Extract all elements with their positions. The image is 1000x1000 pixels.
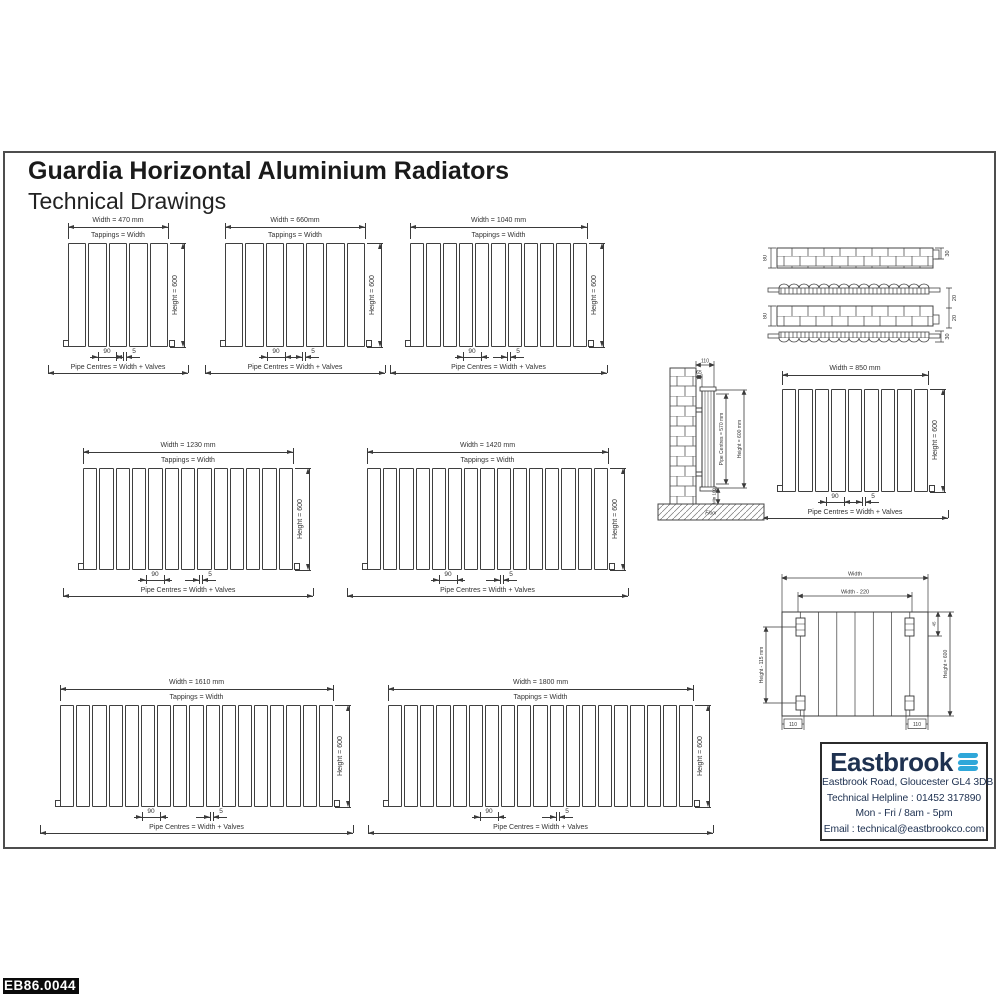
dim-tick bbox=[353, 825, 354, 833]
floor-label: Floor bbox=[705, 510, 717, 517]
arrow-down-icon bbox=[181, 341, 185, 347]
arrow-right-icon bbox=[922, 373, 928, 377]
arrow-right-icon bbox=[602, 450, 608, 454]
tapping-offset-label: 90 bbox=[485, 808, 493, 815]
radiator-panel bbox=[464, 468, 478, 570]
gap-dimension-label: 5 bbox=[311, 348, 315, 355]
arrow-right-icon bbox=[550, 815, 556, 819]
bracket-position-view bbox=[752, 568, 994, 738]
arrow-right-icon bbox=[287, 450, 293, 454]
radiator-panel bbox=[517, 705, 531, 807]
height-dimension-label: Height = 600 bbox=[172, 275, 179, 315]
valve-stub-left bbox=[63, 340, 69, 347]
section-body-top bbox=[777, 248, 933, 268]
section-body-bottom bbox=[777, 306, 933, 326]
dim-tick bbox=[928, 371, 929, 385]
radiator-panel bbox=[459, 243, 473, 347]
radiator-panel bbox=[197, 468, 211, 570]
arrow-left-icon bbox=[164, 578, 170, 582]
arrow-left-icon bbox=[83, 450, 89, 454]
radiator-panel bbox=[306, 243, 324, 347]
radiator-body bbox=[388, 705, 693, 807]
depth-dim-top: 80 bbox=[763, 254, 769, 262]
valve-stub-left bbox=[78, 563, 84, 570]
radiator-panel bbox=[550, 705, 564, 807]
radiator-panel bbox=[367, 468, 381, 570]
width-dimension-label: Width = 1040 mm bbox=[470, 217, 527, 224]
radiator-body bbox=[68, 243, 168, 347]
radiator-panel bbox=[630, 705, 644, 807]
section-fin-profile-bottom bbox=[779, 338, 929, 342]
eastbrook-waves-icon bbox=[958, 753, 978, 771]
arrow-right-icon bbox=[117, 355, 123, 359]
radiator-panel bbox=[279, 468, 293, 570]
dim-tick bbox=[313, 588, 314, 596]
valve-stub-left bbox=[777, 485, 783, 492]
height-side-dim: Height = 600 mm bbox=[737, 419, 743, 459]
radiator-body bbox=[83, 468, 293, 570]
arrow-down-icon bbox=[306, 564, 310, 570]
radiator-body bbox=[367, 468, 608, 570]
radiator-panel bbox=[68, 243, 86, 347]
radiator-panel bbox=[116, 468, 130, 570]
manufacturer-address: Eastbrook Road, Gloucester GL4 3DB bbox=[822, 777, 994, 788]
radiator-panel bbox=[598, 705, 612, 807]
dim-tick bbox=[556, 812, 557, 821]
radiator-panel bbox=[326, 243, 344, 347]
radiator-panel bbox=[246, 468, 260, 570]
page-subtitle: Technical Drawings bbox=[28, 188, 227, 214]
arrow-right-icon bbox=[494, 578, 500, 582]
wall-section bbox=[670, 368, 696, 504]
radiator-panel bbox=[914, 389, 928, 492]
height-dimension-line bbox=[603, 243, 604, 347]
radiator-panel bbox=[150, 243, 168, 347]
manufacturer-helpline: Technical Helpline : 01452 317890 bbox=[826, 792, 982, 804]
arrow-left-icon bbox=[410, 225, 416, 229]
arrow-up-icon bbox=[706, 705, 710, 711]
radiator-panel bbox=[566, 705, 580, 807]
radiator-body bbox=[60, 705, 333, 807]
radiator-panel bbox=[475, 243, 489, 347]
manufacturer-email: Email : technical@eastbrookco.com bbox=[823, 823, 985, 835]
pipe-centres-line bbox=[48, 373, 188, 374]
pipe-centres-line bbox=[390, 373, 607, 374]
pipe-centres-label: Pipe Centres = Width + Valves bbox=[440, 587, 535, 594]
arrow-left-icon bbox=[388, 687, 394, 691]
arrow-right-icon bbox=[296, 355, 302, 359]
radiator-panel bbox=[388, 705, 402, 807]
pipe-centres-label: Pipe Centres = Width + Valves bbox=[247, 364, 343, 371]
height-dimension-line bbox=[944, 389, 945, 492]
radiator-panel bbox=[129, 243, 147, 347]
end-dim-bottom: 30 bbox=[945, 333, 951, 340]
arrow-right-icon bbox=[327, 687, 333, 691]
pipe-centres-line bbox=[368, 833, 713, 834]
valve-stub-left bbox=[405, 340, 411, 347]
depth-dim-bottom: 80 bbox=[763, 312, 769, 320]
radiator-panel bbox=[573, 243, 587, 347]
width-dimension-label: Width = 660mm bbox=[270, 217, 320, 224]
arrow-left-icon bbox=[457, 578, 463, 582]
radiator-panel bbox=[181, 468, 195, 570]
valve-stub-left bbox=[220, 340, 226, 347]
radiator-panel bbox=[480, 468, 494, 570]
radiator-panel bbox=[582, 705, 596, 807]
arrow-right-icon bbox=[501, 355, 507, 359]
height-dimension-line bbox=[349, 705, 350, 807]
radiator-panel bbox=[561, 468, 575, 570]
radiator-panel bbox=[303, 705, 317, 807]
radiator-panel bbox=[60, 705, 74, 807]
pipe-centres-label: Pipe Centres = Width + Valves bbox=[140, 587, 236, 594]
radiator-panel bbox=[545, 468, 559, 570]
radiator-body bbox=[410, 243, 587, 347]
section-fin-profile-top bbox=[779, 284, 929, 288]
tappings-label: Tappings = Width bbox=[169, 694, 224, 701]
radiator-panel bbox=[222, 705, 236, 807]
doc-code: EB86.0044 bbox=[3, 978, 79, 994]
radiator-panel bbox=[206, 705, 220, 807]
tappings-label: Tappings = Width bbox=[91, 232, 145, 239]
radiator-panel bbox=[270, 705, 284, 807]
width-dimension-line bbox=[60, 689, 333, 690]
radiator-panel bbox=[529, 468, 543, 570]
width-dimension-line bbox=[83, 452, 293, 453]
dim-ext-line bbox=[695, 807, 711, 808]
height-dimension-label: Height = 600 bbox=[697, 736, 704, 776]
dim-tick bbox=[385, 365, 386, 373]
radiator-panel bbox=[254, 705, 268, 807]
tappings-label: Tappings = Width bbox=[268, 232, 322, 239]
dim-tick bbox=[713, 825, 714, 833]
radiator-panel bbox=[469, 705, 483, 807]
dim-tick bbox=[500, 575, 501, 584]
width-dimension-line bbox=[388, 689, 693, 690]
radiator-panel bbox=[614, 705, 628, 807]
radiator-panel bbox=[420, 705, 434, 807]
gap-dimension-label: 5 bbox=[219, 808, 223, 815]
back-offset-dim: 65 bbox=[696, 370, 702, 376]
tapping-offset-label: 90 bbox=[151, 571, 159, 578]
radiator-panel bbox=[410, 243, 424, 347]
pipe-centres-label: Pipe Centres = Width + Valves bbox=[451, 364, 546, 371]
dim-tick bbox=[188, 365, 189, 373]
tappings-label: Tappings = Width bbox=[471, 232, 526, 239]
dim-ext-line bbox=[170, 347, 186, 348]
radiator-panel bbox=[426, 243, 440, 347]
pipe-centres-line bbox=[40, 833, 353, 834]
arrow-left-icon bbox=[481, 355, 487, 359]
dim-ext-line bbox=[367, 347, 383, 348]
tapping-offset-label: 90 bbox=[147, 808, 155, 815]
arrow-left-icon bbox=[367, 450, 373, 454]
bracket-offset-right-dim: 110 bbox=[913, 722, 921, 728]
pipe-centres-line bbox=[347, 596, 628, 597]
gap-dimension-label: 5 bbox=[509, 571, 513, 578]
top-view-sections bbox=[763, 236, 993, 366]
width-dimension-line bbox=[225, 227, 365, 228]
arrow-right-icon bbox=[359, 225, 365, 229]
dim-ext-line bbox=[610, 570, 626, 571]
manufacturer-box bbox=[820, 742, 994, 841]
dim-tick bbox=[862, 497, 863, 506]
arrow-up-icon bbox=[600, 243, 604, 249]
bracket-height-between-dim: Height - 115 mm bbox=[759, 646, 765, 684]
arrow-up-icon bbox=[346, 705, 350, 711]
bracket-offset-left-dim: 110 bbox=[789, 722, 797, 728]
arrow-down-icon bbox=[621, 564, 625, 570]
pipe-centres-label: Pipe Centres = Width + Valves bbox=[807, 509, 903, 516]
arrow-right-icon bbox=[204, 815, 210, 819]
tapping-offset-label: 90 bbox=[103, 348, 111, 355]
end-dim-top: 30 bbox=[945, 250, 951, 257]
width-dimension-label: Width = 1230 mm bbox=[160, 442, 216, 449]
radiator-panel bbox=[848, 389, 862, 492]
dim-ext-line bbox=[295, 570, 311, 571]
radiator-panel bbox=[881, 389, 895, 492]
gap-dim-2: 20 bbox=[952, 314, 958, 322]
valve-stub-left bbox=[383, 800, 389, 807]
gap-dimension-label: 5 bbox=[208, 571, 212, 578]
height-dimension-label: Height = 600 bbox=[932, 420, 939, 461]
radiator-panel bbox=[436, 705, 450, 807]
pipe-centres-side-dim: Pipe Centres = 570 mm bbox=[719, 412, 725, 466]
width-dimension-line bbox=[410, 227, 587, 228]
radiator-body bbox=[782, 389, 928, 492]
pipe-centres-label: Pipe Centres = Width + Valves bbox=[493, 824, 588, 831]
radiator-panel bbox=[508, 243, 522, 347]
width-dimension-line bbox=[367, 452, 608, 453]
height-dimension-label: Height = 600 bbox=[337, 736, 344, 776]
radiator-panel bbox=[157, 705, 171, 807]
dim-tick bbox=[210, 812, 211, 821]
width-dimension-line bbox=[782, 375, 928, 376]
arrow-up-icon bbox=[378, 243, 382, 249]
radiator-panel bbox=[679, 705, 693, 807]
radiator-panel bbox=[491, 243, 505, 347]
radiator-panel bbox=[76, 705, 90, 807]
bracket-width-dim: Width bbox=[847, 571, 863, 578]
radiator-panel bbox=[831, 389, 845, 492]
arrow-right-icon bbox=[162, 225, 168, 229]
pipe-centres-label: Pipe Centres = Width + Valves bbox=[149, 824, 244, 831]
tappings-label: Tappings = Width bbox=[460, 457, 515, 464]
dim-tick bbox=[607, 365, 608, 373]
tapping-offset-label: 90 bbox=[831, 493, 839, 500]
arrow-left-icon bbox=[68, 225, 74, 229]
width-dimension-label: Width = 1420 mm bbox=[459, 442, 516, 449]
height-dimension-label: Height = 600 bbox=[591, 275, 598, 315]
radiator-panel bbox=[266, 243, 284, 347]
radiator-panel bbox=[214, 468, 228, 570]
width-dimension-label: Width = 470 mm bbox=[92, 217, 144, 224]
radiator-panel bbox=[647, 705, 661, 807]
radiator-panel bbox=[132, 468, 146, 570]
radiator-panel bbox=[501, 705, 515, 807]
arrow-up-icon bbox=[621, 468, 625, 474]
width-dimension-label: Width = 850 mm bbox=[829, 365, 881, 372]
arrow-down-icon bbox=[600, 341, 604, 347]
radiator-panel bbox=[189, 705, 203, 807]
dim-tick bbox=[302, 352, 303, 361]
height-dimension-label: Height = 600 bbox=[297, 499, 304, 539]
radiator-panel bbox=[88, 243, 106, 347]
radiator-panel bbox=[782, 389, 796, 492]
height-dimension-line bbox=[624, 468, 625, 570]
radiator-panel bbox=[416, 468, 430, 570]
radiator-panel bbox=[399, 468, 413, 570]
radiator-panel bbox=[524, 243, 538, 347]
gap-dimension-label: 5 bbox=[516, 348, 520, 355]
tapping-offset-label: 90 bbox=[444, 571, 452, 578]
radiator-panel bbox=[99, 468, 113, 570]
valve-stub-left bbox=[362, 563, 368, 570]
tapping-offset-label: 90 bbox=[468, 348, 476, 355]
valve-stub-left bbox=[55, 800, 61, 807]
radiator-panel bbox=[230, 468, 244, 570]
gap-dimension-label: 5 bbox=[132, 348, 136, 355]
wall-bracket-marks bbox=[696, 408, 702, 476]
radiator-panel bbox=[533, 705, 547, 807]
gap-dimension-label: 5 bbox=[565, 808, 569, 815]
radiator-panel bbox=[225, 243, 243, 347]
dim-tick bbox=[628, 588, 629, 596]
dim-ext-line bbox=[930, 492, 946, 493]
bracket-top-offset-dim: 45 bbox=[931, 621, 937, 627]
radiator-panel bbox=[109, 705, 123, 807]
page-title: Guardia Horizontal Aluminium Radiators bbox=[28, 157, 510, 185]
bracket-width-inner-dim: Width - 220 bbox=[840, 589, 870, 596]
radiator-panel bbox=[109, 243, 127, 347]
width-dimension-label: Width = 1610 mm bbox=[168, 679, 225, 686]
radiator-panel bbox=[663, 705, 677, 807]
radiator-panel bbox=[383, 468, 397, 570]
radiator-panel bbox=[286, 243, 304, 347]
radiator-panel bbox=[443, 243, 457, 347]
radiator-panel bbox=[141, 705, 155, 807]
pipe-centres-line bbox=[63, 596, 313, 597]
height-dimension-line bbox=[309, 468, 310, 570]
pipe-centres-label: Pipe Centres = Width + Valves bbox=[70, 364, 166, 371]
arrow-right-icon bbox=[581, 225, 587, 229]
radiator-panel bbox=[319, 705, 333, 807]
radiator-panel bbox=[286, 705, 300, 807]
arrow-up-icon bbox=[941, 389, 945, 395]
radiator-body bbox=[225, 243, 365, 347]
dim-tick bbox=[199, 575, 200, 584]
min-clearance-dim: Min 100 bbox=[711, 487, 717, 505]
gap-dimension-label: 5 bbox=[871, 493, 875, 500]
radiator-panel bbox=[594, 468, 608, 570]
gap-dim-1: 20 bbox=[952, 294, 958, 302]
radiator-panel bbox=[448, 468, 462, 570]
radiator-panel bbox=[125, 705, 139, 807]
arrow-up-icon bbox=[306, 468, 310, 474]
radiator-panel bbox=[83, 468, 97, 570]
radiator-panel bbox=[432, 468, 446, 570]
radiator-panel bbox=[513, 468, 527, 570]
radiator-panel bbox=[347, 243, 365, 347]
dim-tick bbox=[948, 510, 949, 518]
arrow-right-icon bbox=[687, 687, 693, 691]
manufacturer-logo bbox=[822, 749, 986, 775]
arrow-right-icon bbox=[856, 500, 862, 504]
arrow-down-icon bbox=[346, 801, 350, 807]
wall-offset-dim: 110 bbox=[701, 358, 709, 365]
dim-ext-line bbox=[589, 347, 605, 348]
tappings-label: Tappings = Width bbox=[161, 457, 215, 464]
height-dimension-label: Height = 600 bbox=[612, 499, 619, 539]
width-dimension-line bbox=[68, 227, 168, 228]
arrow-left-icon bbox=[225, 225, 231, 229]
radiator-panel bbox=[540, 243, 554, 347]
width-dimension-label: Width = 1800 mm bbox=[512, 679, 569, 686]
arrow-left-icon bbox=[160, 815, 166, 819]
radiator-panel bbox=[864, 389, 878, 492]
radiator-panel bbox=[92, 705, 106, 807]
radiator-panel bbox=[556, 243, 570, 347]
tappings-label: Tappings = Width bbox=[513, 694, 568, 701]
height-dimension-label: Height = 600 bbox=[369, 275, 376, 315]
height-dimension-line bbox=[184, 243, 185, 347]
arrow-left-icon bbox=[498, 815, 504, 819]
arrow-up-icon bbox=[181, 243, 185, 249]
bracket-height-dim: Height = 600 bbox=[943, 649, 949, 679]
dim-ext-line bbox=[335, 807, 351, 808]
radiator-panel bbox=[262, 468, 276, 570]
manufacturer-hours: Mon - Fri / 8am - 5pm bbox=[855, 808, 953, 819]
radiator-panel bbox=[497, 468, 511, 570]
radiator-panel bbox=[404, 705, 418, 807]
side-view-wall-mount bbox=[656, 356, 768, 534]
arrow-down-icon bbox=[706, 801, 710, 807]
radiator-panel bbox=[238, 705, 252, 807]
height-dimension-line bbox=[709, 705, 710, 807]
radiator-panel bbox=[798, 389, 812, 492]
radiator-panel bbox=[173, 705, 187, 807]
radiator-panel bbox=[165, 468, 179, 570]
radiator-panel bbox=[245, 243, 263, 347]
arrow-right-icon bbox=[193, 578, 199, 582]
pipe-centres-line bbox=[205, 373, 385, 374]
arrow-left-icon bbox=[60, 687, 66, 691]
arrow-left-icon bbox=[782, 373, 788, 377]
radiator-panel bbox=[815, 389, 829, 492]
tapping-offset-label: 90 bbox=[272, 348, 280, 355]
radiator-panel bbox=[578, 468, 592, 570]
radiator-panel bbox=[453, 705, 467, 807]
radiator-panel bbox=[148, 468, 162, 570]
arrow-down-icon bbox=[378, 341, 382, 347]
dim-tick bbox=[123, 352, 124, 361]
pipe-centres-line bbox=[762, 518, 948, 519]
radiator-panel bbox=[897, 389, 911, 492]
manufacturer-name: Eastbrook bbox=[830, 747, 953, 777]
radiator-panel bbox=[485, 705, 499, 807]
arrow-down-icon bbox=[941, 486, 945, 492]
dim-tick bbox=[507, 352, 508, 361]
height-dimension-line bbox=[381, 243, 382, 347]
